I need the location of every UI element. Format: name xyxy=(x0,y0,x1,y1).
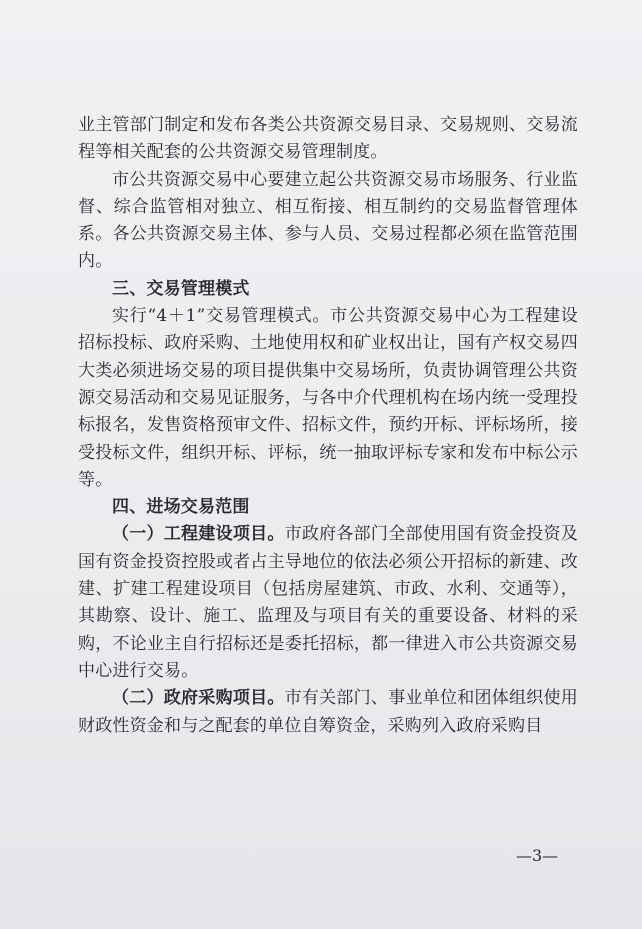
paragraph-7-text: 市有关部门、事业单位和团体组织使用财政性资金和与之配套的单位自筹资金，采购列入政府采购目 xyxy=(78,688,579,736)
paragraph-6 xyxy=(78,521,578,685)
paragraph-7 xyxy=(78,685,578,740)
paragraph-4: 实行“4＋1”交易管理模式。市公共资源交易中心为工程建设招标投标、政府采购、土地使用权和矿业权出让，国有产权交易四大类必须进场交易的项目提供集中交易场所，负责协调管理公共资源交易活动和交易见证服务，与各中介代理机构在场内统一受理投标报名，发售资格预审文件、招标文件，预约开标、评标场所，接受投标文件，组织开标、评标，统一抽取评标专家和发布中标公示等。 xyxy=(78,306,578,490)
page-number: —3— xyxy=(516,846,559,865)
paragraph-1: 业主管部门制定和发布各类公共资源交易目录、交易规则、交易流程等相关配套的公共资源交易管理制度。 xyxy=(78,115,578,163)
section-heading-3: 三、交易管理模式 xyxy=(112,278,250,299)
section-heading-4: 四、进场交易范围 xyxy=(112,497,250,518)
paragraph-7-lead: （二）政府采购项目。 xyxy=(112,688,285,709)
paragraph-6-lead: （一）工程建设项目。 xyxy=(112,524,285,545)
paragraph-2: 市公共资源交易中心要建立起公共资源交易市场服务、行业监督、综合监管相对独立、相互衔接、相互制约的交易监督管理体系。各公共资源交易主体、参与人员、交易过程都必须在监管范围内。 xyxy=(78,169,578,272)
document-body xyxy=(78,112,578,740)
paragraph-6-text: 市政府各部门全部使用国有资金投资及国有资金投资控股或者占主导地位的依法必须公开招标的新建、改建、扩建工程建设项目（包括房屋建筑、市政、水利、交通等），其勘察、设计、施工、监理及与项目有关的重要设备、材料的采购，不论业主自行招标还是委托招标，都一律进入市公共资源交易中心进行交易。 xyxy=(78,524,579,681)
